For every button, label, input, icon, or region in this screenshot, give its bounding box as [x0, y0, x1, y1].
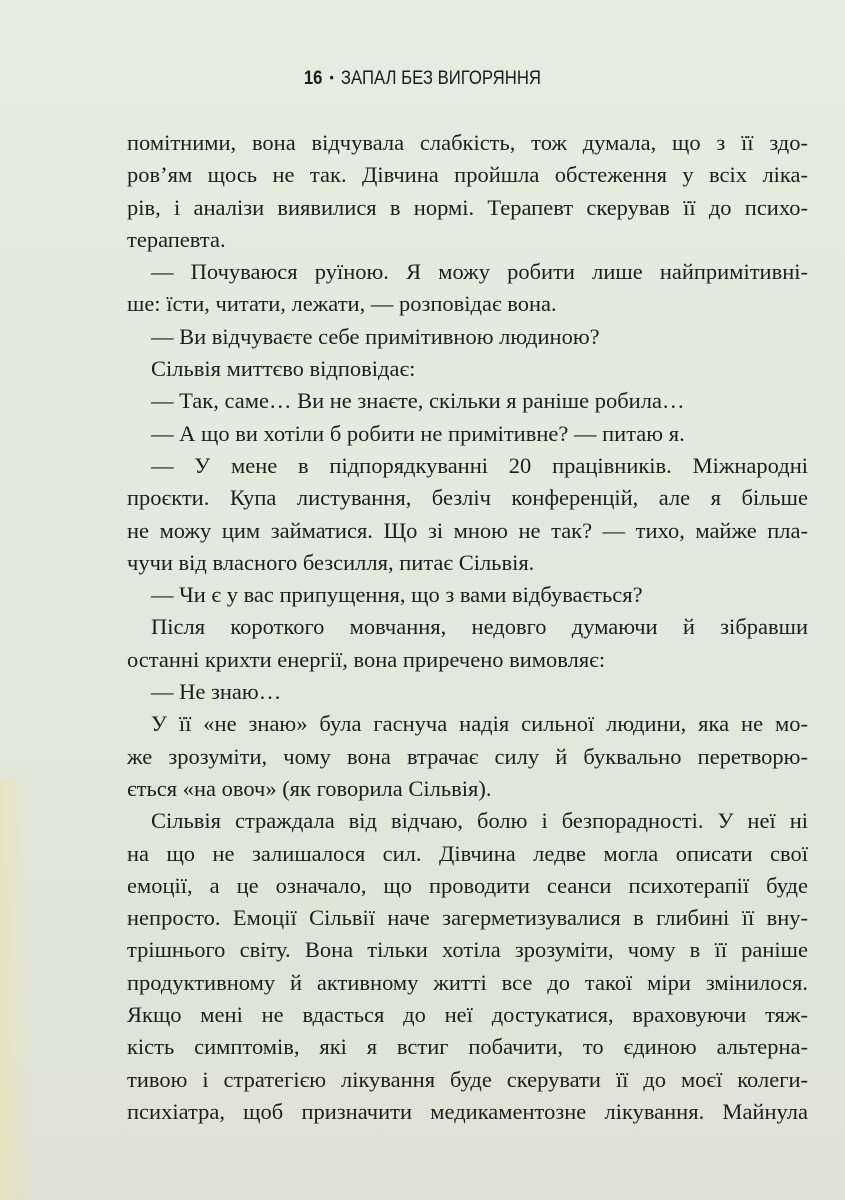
text-line: психіатра, щоб призначити медикаментозне лікування. Майнула: [127, 1098, 808, 1124]
page-number: 16: [303, 68, 323, 89]
text-line: — Почуваюся руїною. Я можу робити лише найпримітивні-: [151, 259, 808, 285]
text-line: емоції, а це означало, що проводити сеанси психотерапії буде: [127, 872, 808, 898]
text-line: ров’ям щось не так. Дівчина пройшла обстеження у всіх ліка-: [127, 162, 808, 188]
text-line: — Ви відчуваєте себе примітивною людиною?: [151, 323, 600, 349]
text-line: — А що ви хотіли б робити не примітивне? — питаю я.: [151, 420, 685, 446]
text-line: терапевта.: [127, 226, 226, 252]
text-line: непросто. Емоції Сільвії наче загерметизувалися в глибині її вну-: [127, 905, 808, 931]
text-line: — Не знаю…: [151, 679, 282, 705]
text-line: же зрозуміти, чому вона втрачає силу й буквально перетворю-: [127, 743, 808, 769]
book-title: ЗАПАЛ БЕЗ ВИГОРЯННЯ: [340, 68, 541, 89]
text-line: рів, і аналізи виявилися в нормі. Терапевт скерував її до психо-: [127, 194, 808, 220]
text-line: чучи від власного безсилля, питає Сільвія.: [127, 549, 535, 575]
text-line: — Чи є у вас припущення, що з вами відбувається?: [151, 582, 643, 608]
text-line: проєкти. Купа листування, безліч конференцій, але я більше: [127, 485, 808, 511]
body-text: [127, 127, 808, 1128]
text-line: не можу цим займатися. Що зі мною не так? — тихо, майже пла-: [127, 517, 808, 543]
text-line: Сільвія миттєво відповідає:: [151, 356, 416, 382]
text-line: Після короткого мовчання, недовго думаючи й зібравши: [151, 614, 808, 640]
running-header: [51, 68, 795, 90]
text-line: У її «не знаю» була гаснуча надія сильної людини, яка не мо-: [151, 711, 808, 737]
text-line: кість симптомів, які я встиг побачити, то єдиною альтерна-: [127, 1034, 808, 1060]
text-line: продуктивному й активному житті все до такої міри змінилося.: [127, 969, 808, 995]
text-line: помітними, вона відчувала слабкість, тож думала, що з її здо-: [127, 130, 808, 155]
text-line: Сільвія страждала від відчаю, болю і безпорадності. У неї ні: [151, 808, 808, 834]
text-line: трішнього світу. Вона тільки хотіла зрозуміти, чому в її раніше: [127, 937, 808, 963]
text-line: Якщо мені не вдасться до неї достукатися, враховуючи тяж-: [127, 1002, 808, 1028]
text-line: ше: їсти, читати, лежати, — розповідає вона.: [127, 291, 557, 317]
text-line: на що не залишалося сил. Дівчина ледве могла описати свої: [127, 840, 808, 866]
text-line: тивою і стратегією лікування буде скерувати її до моєї колеги-: [127, 1066, 808, 1092]
text-line: ється «на овоч» (як говорила Сільвія).: [127, 775, 492, 801]
text-line: останні крихти енергії, вона приречено вимовляє:: [127, 646, 606, 672]
text-line: — У мене в підпорядкуванні 20 працівників. Міжнародні: [151, 452, 808, 478]
text-line: — Так, саме… Ви не знаєте, скільки я раніше робила…: [151, 388, 685, 414]
bullet-separator: •: [329, 69, 334, 85]
